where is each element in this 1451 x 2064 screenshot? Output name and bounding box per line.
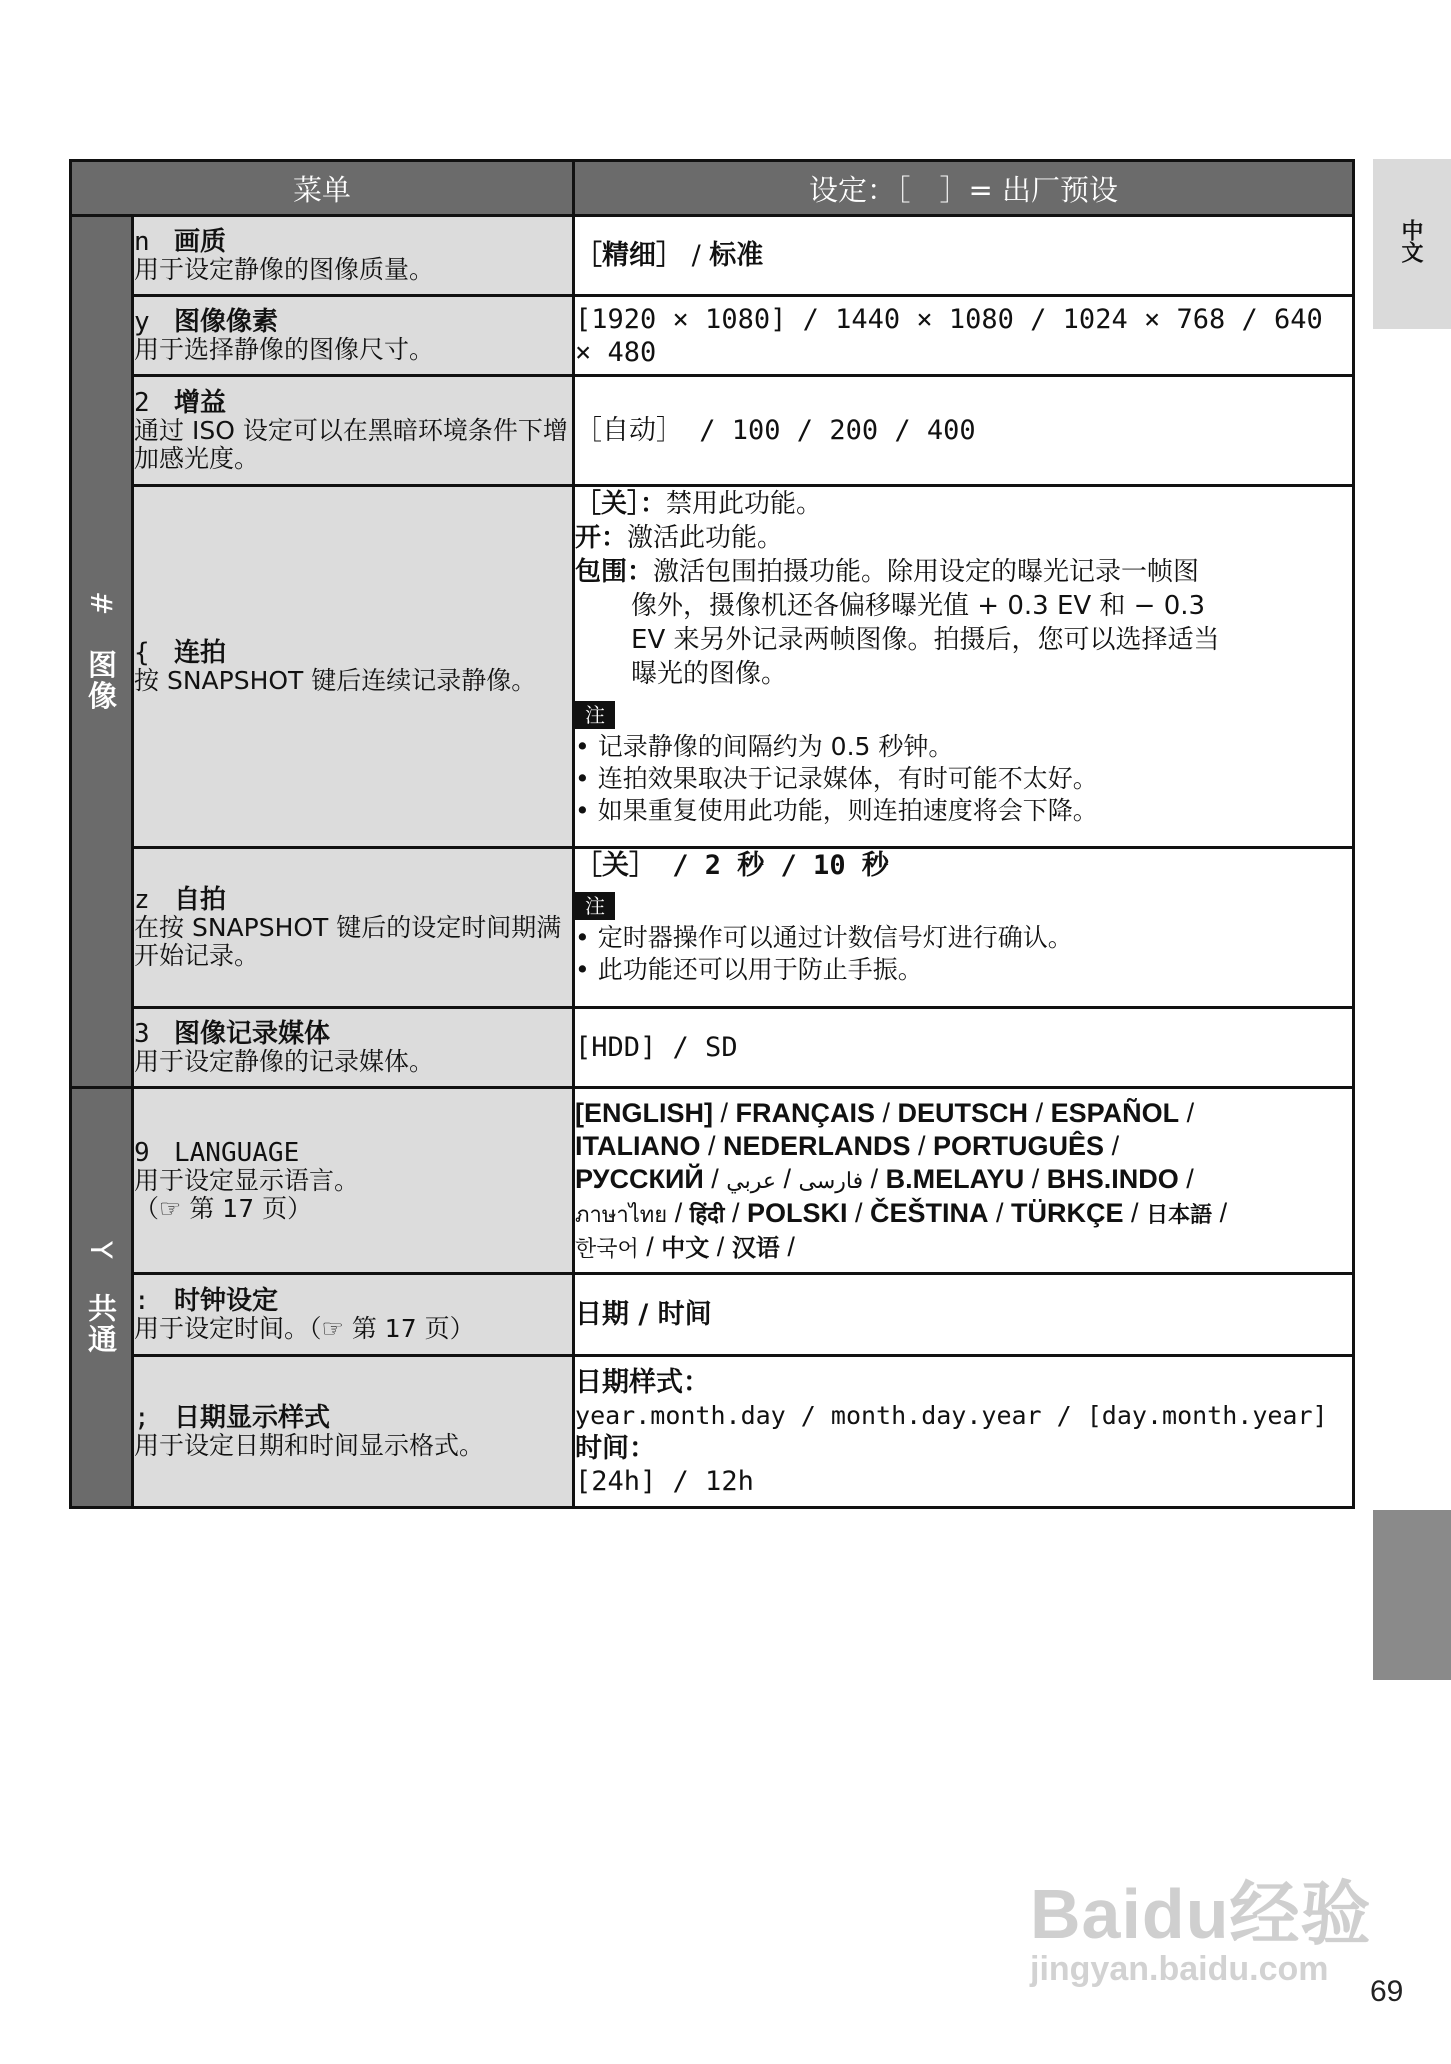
gain-icon: 2 [134, 387, 150, 418]
burst-off-text: 禁用此功能。 [666, 489, 823, 519]
quality-icon: n [134, 226, 150, 257]
language-option: हिंदी [689, 1201, 725, 1227]
list-item: • 定时器操作可以通过计数信号灯进行确认。 [575, 922, 1352, 954]
burst-on-text: 激活此功能。 [627, 523, 784, 553]
item-media [133, 1008, 574, 1088]
language-option: B.MELAYU [885, 1163, 1025, 1194]
value-clock: 日期 / 时间 [574, 1274, 1354, 1356]
item-title: 图像记录媒体 [174, 1018, 331, 1049]
header-settings: 设定：［ ］= 出厂预设 [574, 161, 1354, 216]
burst-bracket-text-4: 曝光的图像。 [631, 659, 788, 689]
list-item: • 如果重复使用此功能，则连拍速度将会下降。 [575, 795, 1352, 827]
side-tab-label: 中文 [1398, 219, 1423, 263]
value-media: [HDD] / SD [574, 1008, 1354, 1088]
list-item: • 记录静像的间隔约为 0.5 秒钟。 [575, 731, 1352, 763]
item-clock [133, 1274, 574, 1356]
table-row [71, 376, 1354, 486]
self-timer-options: ［关］ / 2 秒 / 10 秒 [575, 850, 889, 881]
item-title: 连拍 [174, 637, 227, 668]
item-desc: 通过 ISO 设定可以在黑暗环境条件下增加感光度。 [134, 415, 568, 473]
language-option: PORTUGUÊS [933, 1130, 1105, 1161]
table-row [71, 1274, 1354, 1356]
value-date-style [574, 1356, 1354, 1508]
list-item: • 此功能还可以用于防止手振。 [575, 954, 1352, 986]
table-row [71, 296, 1354, 376]
language-option: 汉语 [731, 1234, 780, 1262]
item-desc: 用于设定日期和时间显示格式。 [134, 1430, 485, 1460]
side-tab-marker [1373, 1510, 1451, 1680]
language-option: DEUTSCH [897, 1097, 1029, 1128]
language-option: 日本語 [1146, 1201, 1213, 1227]
value-burst [574, 486, 1354, 848]
item-pixels [133, 296, 574, 376]
language-option: ESPAÑOL [1050, 1097, 1180, 1128]
language-option: BHS.INDO [1046, 1163, 1179, 1194]
time-format-label: 时间： [575, 1432, 657, 1464]
language-option: FRANÇAIS [735, 1097, 876, 1128]
value-self-timer [574, 848, 1354, 1008]
header-menu: 菜单 [71, 161, 574, 216]
item-language [133, 1088, 574, 1274]
table-row [71, 1008, 1354, 1088]
table-header-row [71, 161, 1354, 216]
language-option: فارسی [798, 1167, 864, 1193]
category-image-label: 图像 [84, 649, 118, 712]
time-format-options: [24h] / 12h [575, 1465, 754, 1497]
table-row [71, 216, 1354, 296]
clock-icon: : [134, 1285, 150, 1316]
self-timer-notes [575, 922, 1352, 986]
note-tag: 注 [575, 701, 615, 729]
language-icon: 9 [134, 1137, 150, 1168]
item-title: 画质 [174, 226, 227, 257]
category-image [71, 216, 133, 1088]
language-option: 中文 [661, 1234, 710, 1262]
category-common-label: 共通 [84, 1292, 118, 1355]
page-number: 69 [1370, 1975, 1404, 2008]
item-burst [133, 486, 574, 848]
item-title: 日期显示样式 [174, 1402, 331, 1433]
value-quality: ［精细］ / 标准 [574, 216, 1354, 296]
watermark-url: jingyan.baidu.com [1030, 1950, 1329, 1988]
table-row [71, 1088, 1354, 1274]
burst-bracket-label: 包围： [575, 557, 654, 587]
quality-opt-fine: ［精细］ [575, 240, 684, 271]
list-item: • 连拍效果取决于记录媒体，有时可能不太好。 [575, 763, 1352, 795]
language-option: РУССКИЙ [575, 1163, 704, 1194]
media-icon: 3 [134, 1018, 150, 1049]
settings-table [69, 159, 1355, 1509]
language-side-tab [1373, 159, 1451, 329]
item-desc: 用于设定显示语言。 [134, 1165, 360, 1195]
language-option: ČEŠTINA [870, 1197, 989, 1228]
item-desc: 用于设定静像的记录媒体。 [134, 1046, 435, 1076]
watermark-logo: Baidu经验 [1030, 1875, 1372, 1953]
table-row [71, 486, 1354, 848]
self-timer-icon: z [134, 884, 150, 915]
item-title: LANGUAGE [174, 1137, 300, 1168]
language-option: عربي [726, 1167, 777, 1193]
item-desc: 按 SNAPSHOT 键后连续记录静像。 [134, 665, 537, 695]
language-option: ITALIANO [575, 1130, 701, 1161]
category-common [71, 1088, 133, 1508]
table-row [71, 848, 1354, 1008]
item-ref: （☞ 第 17 页） [134, 1193, 313, 1223]
item-date-style [133, 1356, 574, 1508]
item-self-timer [133, 848, 574, 1008]
item-quality [133, 216, 574, 296]
language-option: [ENGLISH] [575, 1097, 714, 1128]
date-style-icon: ; [134, 1402, 150, 1433]
burst-on-label: 开： [575, 523, 628, 553]
quality-opt-standard: 标准 [709, 240, 764, 271]
date-format-label: 日期样式： [575, 1366, 711, 1398]
burst-bracket-text-2: 像外，摄像机还各偏移曝光值 + 0.3 EV 和 − 0.3 [631, 591, 1206, 621]
language-option: TÜRKÇE [1011, 1197, 1124, 1228]
image-category-icon: # [84, 591, 118, 618]
value-languages: [ENGLISH] / FRANÇAIS / DEUTSCH / ESPAÑOL / ITALIANO / NEDERLANDS / PORTUGUÊS / РУССКИЙ / فارسی / عربي / B.MELAYU / BHS.INDO / ภาษาไทย / हिंदी / POLSKI / ČEŠTINA / TÜRKÇE / 日本語 / 한국어 / 中文 / 汉语 / [574, 1088, 1354, 1274]
burst-bracket-text-1: 激活包围拍摄功能。除用设定的曝光记录一帧图 [653, 557, 1200, 587]
note-tag: 注 [575, 892, 615, 920]
value-pixels: [1920 × 1080] / 1440 × 1080 / 1024 × 768 / 640 × 480 [574, 296, 1354, 376]
table-row [71, 1356, 1354, 1508]
burst-off-label: ［关］： [575, 489, 667, 519]
pixels-icon: y [134, 306, 150, 337]
item-title: 时钟设定 [174, 1285, 279, 1316]
item-title: 增益 [174, 387, 227, 418]
date-format-options: year.month.day / month.day.year / [day.month.year] [575, 1400, 1328, 1430]
item-desc: 在按 SNAPSHOT 键后的设定时间期满开始记录。 [134, 912, 562, 970]
burst-bracket-text-3: EV 来另外记录两帧图像。拍摄后，您可以选择适当 [631, 625, 1220, 655]
item-desc: 用于设定静像的图像质量。 [134, 254, 435, 284]
item-title: 自拍 [174, 884, 227, 915]
language-option: POLSKI [746, 1197, 848, 1228]
burst-icon: { [134, 637, 150, 668]
item-desc: 用于选择静像的图像尺寸。 [134, 334, 435, 364]
burst-notes [575, 731, 1352, 827]
item-desc: 用于设定时间。（☞ 第 17 页） [134, 1313, 475, 1343]
language-option: NEDERLANDS [723, 1130, 911, 1161]
common-category-icon: Y [84, 1240, 118, 1261]
item-gain [133, 376, 574, 486]
item-title: 图像像素 [174, 306, 279, 337]
value-gain: ［自动］ / 100 / 200 / 400 [574, 376, 1354, 486]
language-option: 한국어 [575, 1235, 639, 1261]
language-option: ภาษาไทย [575, 1201, 668, 1227]
